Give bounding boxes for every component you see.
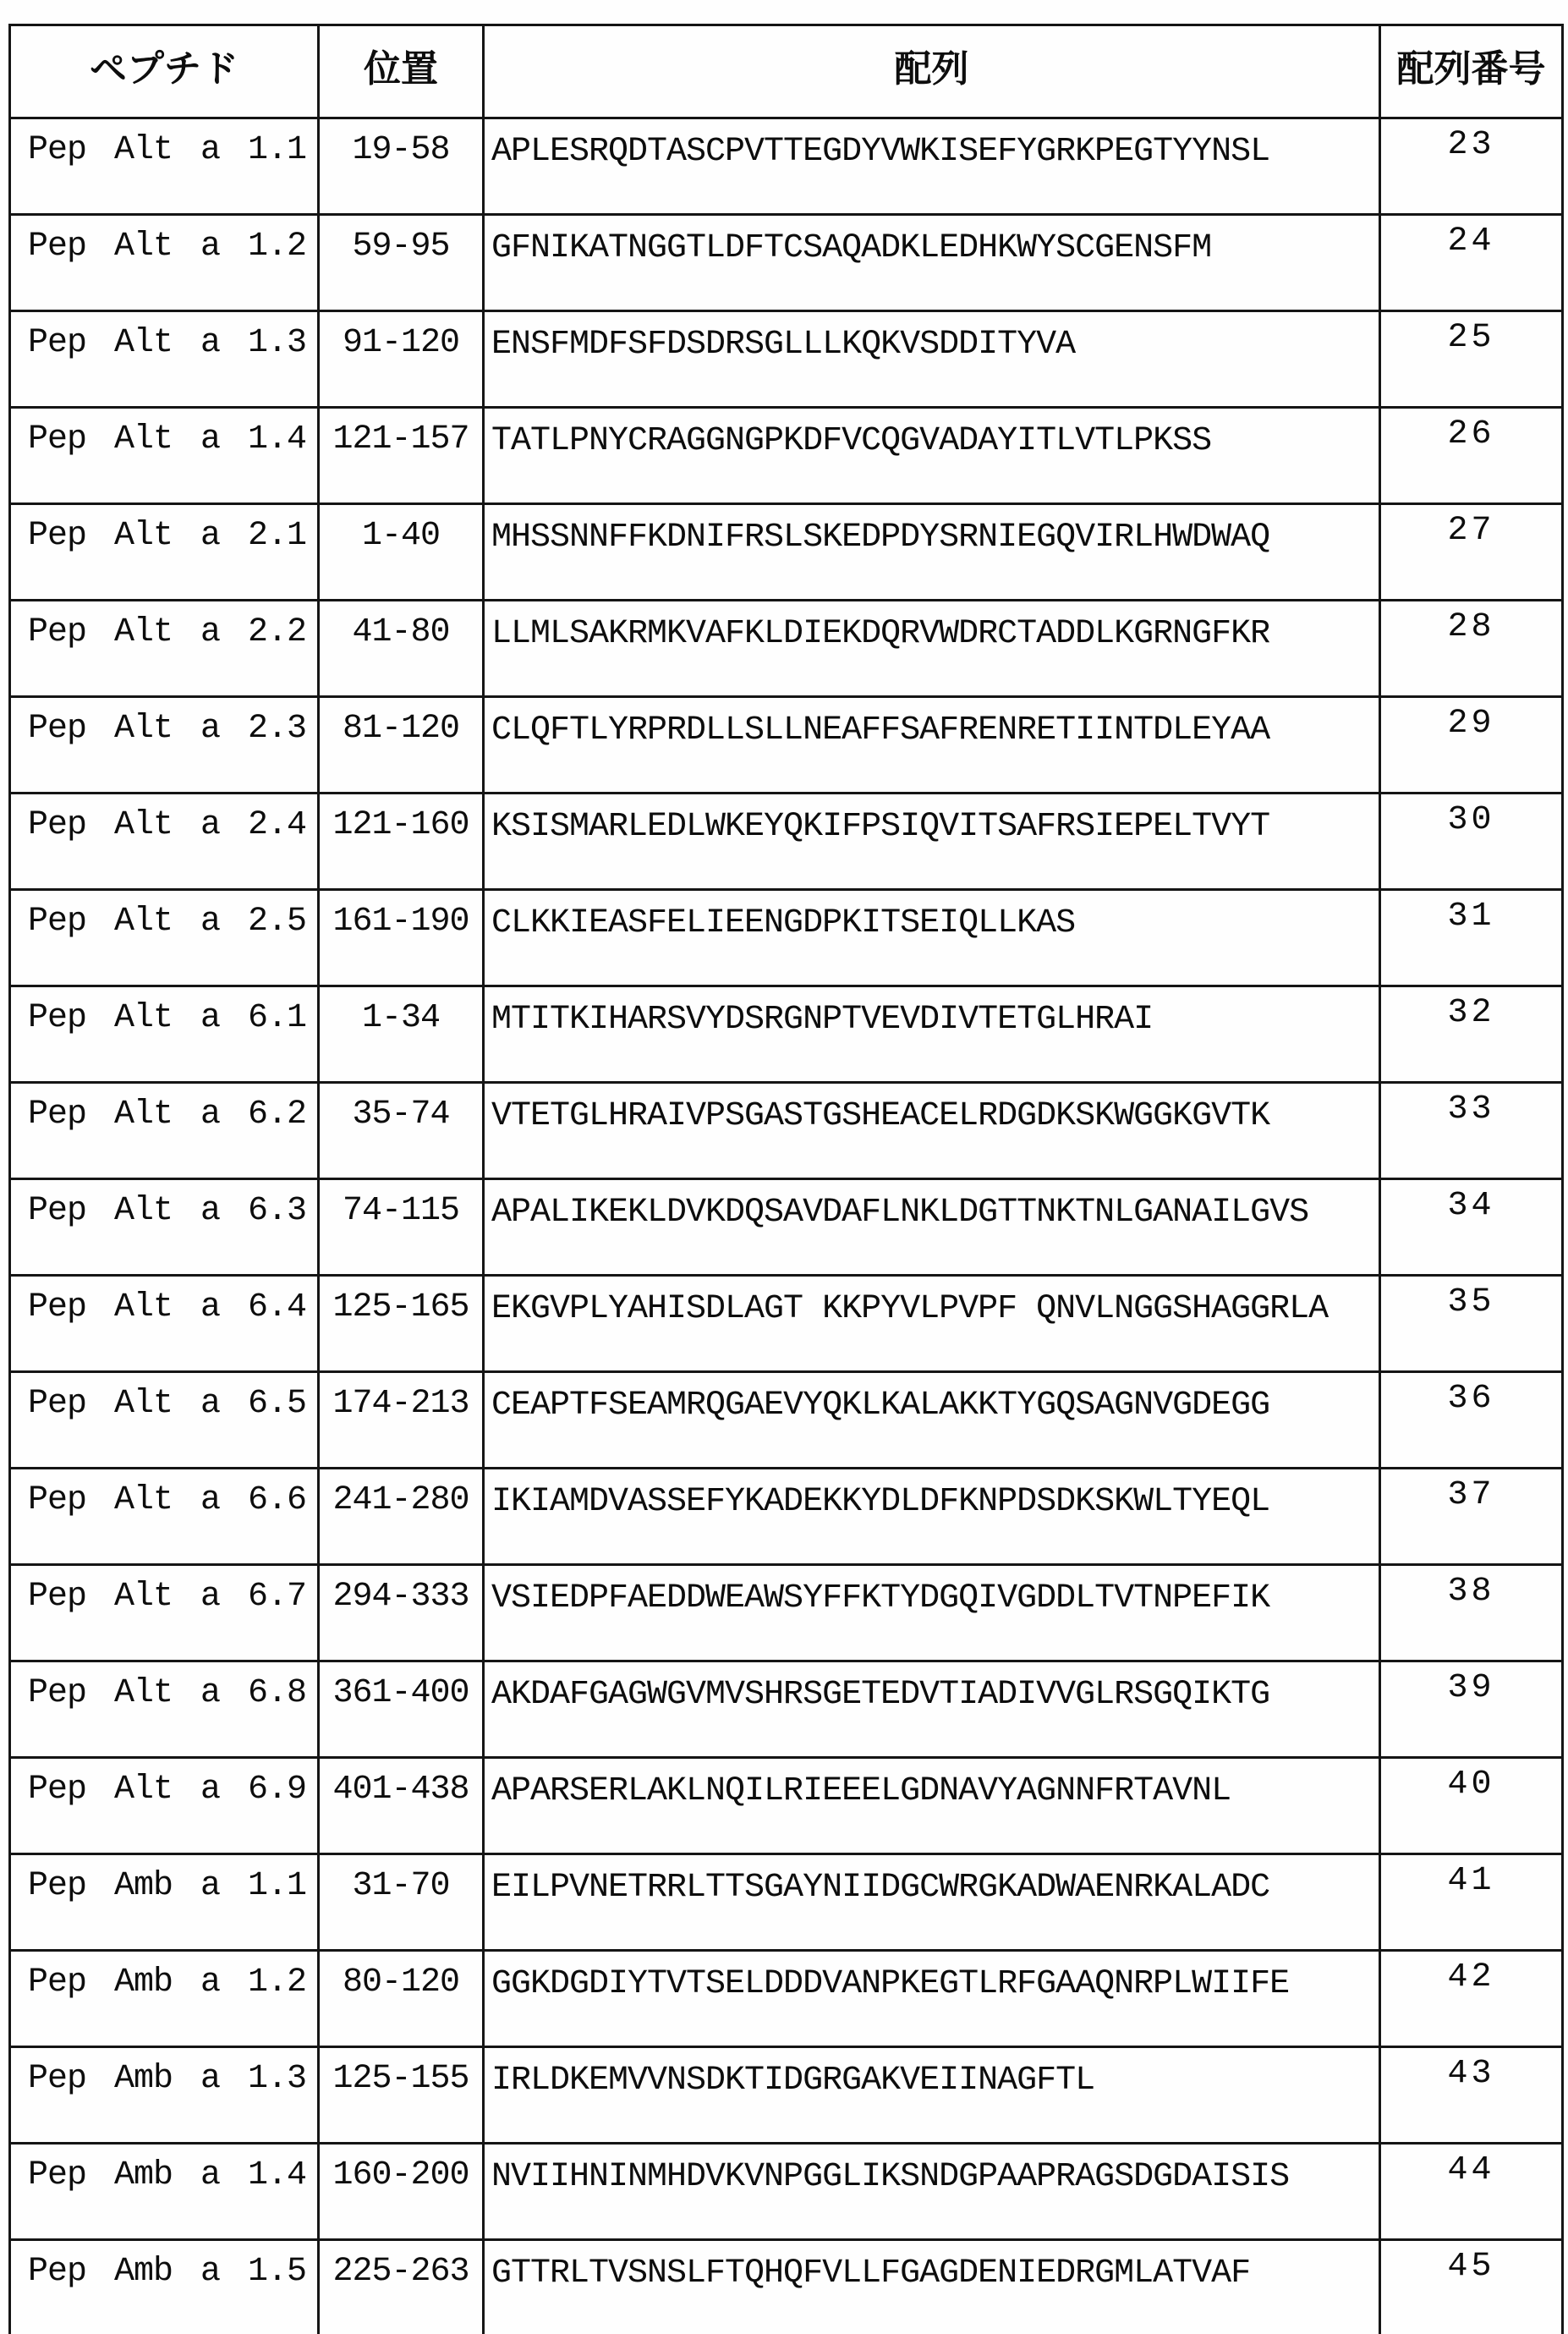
table-row <box>10 1469 1563 1565</box>
position-cell: 81-120 <box>319 697 484 794</box>
table-row <box>10 2047 1563 2144</box>
peptide-name-cell: Pep Alt a 2.2 <box>10 601 319 697</box>
position-cell: 91-120 <box>319 311 484 408</box>
position-cell: 121-157 <box>319 408 484 504</box>
seq-id-cell: 41 <box>1380 1854 1563 1951</box>
sequence-cell: EKGVPLYAHISDLAGT KKPYVLPVPF QNVLNGGSHAGGRLA <box>484 1276 1380 1372</box>
peptide-name-cell: Pep Alt a 2.4 <box>10 794 319 890</box>
peptide-name-cell: Pep Alt a 6.8 <box>10 1661 319 1758</box>
table-row <box>10 986 1563 1083</box>
sequence-cell: IKIAMDVASSEFYKADEKKYDLDFKNPDSDKSKWLTYEQL <box>484 1469 1380 1565</box>
seq-id-cell: 34 <box>1380 1179 1563 1276</box>
sequence-cell: KSISMARLEDLWKEYQKIFPSIQVITSAFRSIEPELTVYT <box>484 794 1380 890</box>
sequence-cell: CEAPTFSEAMRQGAEVYQKLKALAKKTYGQSAGNVGDEGG <box>484 1372 1380 1469</box>
table-row <box>10 408 1563 504</box>
table-row <box>10 1758 1563 1854</box>
seq-id-cell: 27 <box>1380 504 1563 601</box>
column-header-seq-id: 配列番号 <box>1380 25 1563 118</box>
position-cell: 59-95 <box>319 215 484 311</box>
table-row <box>10 697 1563 794</box>
seq-id-cell: 43 <box>1380 2047 1563 2144</box>
seq-id-cell: 28 <box>1380 601 1563 697</box>
seq-id-cell: 37 <box>1380 1469 1563 1565</box>
position-cell: 294-333 <box>319 1565 484 1661</box>
table-row <box>10 1372 1563 1469</box>
table-row <box>10 2144 1563 2240</box>
seq-id-cell: 23 <box>1380 118 1563 215</box>
seq-id-cell: 30 <box>1380 794 1563 890</box>
peptide-name-cell: Pep Alt a 6.2 <box>10 1083 319 1179</box>
peptide-name-cell: Pep Alt a 1.1 <box>10 118 319 215</box>
position-cell: 125-155 <box>319 2047 484 2144</box>
table-row <box>10 1083 1563 1179</box>
sequence-cell: NVIIHNINMHDVKVNPGGLIKSNDGPAAPRAGSDGDAISIS <box>484 2144 1380 2240</box>
position-cell: 361-400 <box>319 1661 484 1758</box>
table-row <box>10 794 1563 890</box>
sequence-cell: APARSERLAKLNQILRIEEELGDNAVYAGNNFRTAVNL <box>484 1758 1380 1854</box>
table-row <box>10 2240 1563 2334</box>
sequence-cell: TATLPNYCRAGGNGPKDFVCQGVADAYITLVTLPKSS <box>484 408 1380 504</box>
seq-id-cell: 32 <box>1380 986 1563 1083</box>
peptide-name-cell: Pep Alt a 1.2 <box>10 215 319 311</box>
peptide-name-cell: Pep Alt a 2.3 <box>10 697 319 794</box>
table-row <box>10 1179 1563 1276</box>
sequence-cell: APALIKEKLDVKDQSAVDAFLNKLDGTTNKTNLGANAILGVS <box>484 1179 1380 1276</box>
position-cell: 35-74 <box>319 1083 484 1179</box>
seq-id-cell: 44 <box>1380 2144 1563 2240</box>
table-row <box>10 118 1563 215</box>
peptide-sequence-table <box>8 24 1564 2334</box>
peptide-name-cell: Pep Alt a 1.4 <box>10 408 319 504</box>
sequence-cell: VSIEDPFAEDDWEAWSYFFKTYDGQIVGDDLTVTNPEFIK <box>484 1565 1380 1661</box>
peptide-name-cell: Pep Amb a 1.4 <box>10 2144 319 2240</box>
sequence-cell: CLKKIEASFELIEENGDPKITSEIQLLKAS <box>484 890 1380 986</box>
peptide-name-cell: Pep Amb a 1.3 <box>10 2047 319 2144</box>
table-row <box>10 890 1563 986</box>
table-row <box>10 1661 1563 1758</box>
table-header-row <box>10 25 1563 118</box>
sequence-cell: MTITKIHARSVYDSRGNPTVEVDIVTETGLHRAI <box>484 986 1380 1083</box>
table-row <box>10 1951 1563 2047</box>
table-row <box>10 1854 1563 1951</box>
sequence-cell: GGKDGDIYTVTSELDDDVANPKEGTLRFGAAQNRPLWIIFE <box>484 1951 1380 2047</box>
seq-id-cell: 40 <box>1380 1758 1563 1854</box>
seq-id-cell: 25 <box>1380 311 1563 408</box>
seq-id-cell: 39 <box>1380 1661 1563 1758</box>
peptide-name-cell: Pep Amb a 1.2 <box>10 1951 319 2047</box>
sequence-cell: APLESRQDTASCPVTTEGDYVWKISEFYGRKPEGTYYNSL <box>484 118 1380 215</box>
sequence-cell: IRLDKEMVVNSDKTIDGRGAKVEIINAGFTL <box>484 2047 1380 2144</box>
table-row <box>10 1565 1563 1661</box>
table-row <box>10 215 1563 311</box>
peptide-name-cell: Pep Alt a 6.3 <box>10 1179 319 1276</box>
sequence-cell: VTETGLHRAIVPSGASTGSHEACELRDGDKSKWGGKGVTK <box>484 1083 1380 1179</box>
position-cell: 1-34 <box>319 986 484 1083</box>
sequence-cell: ENSFMDFSFDSDRSGLLLKQKVSDDITYVA <box>484 311 1380 408</box>
seq-id-cell: 42 <box>1380 1951 1563 2047</box>
seq-id-cell: 35 <box>1380 1276 1563 1372</box>
seq-id-cell: 45 <box>1380 2240 1563 2334</box>
peptide-name-cell: Pep Amb a 1.1 <box>10 1854 319 1951</box>
peptide-name-cell: Pep Alt a 6.7 <box>10 1565 319 1661</box>
seq-id-cell: 33 <box>1380 1083 1563 1179</box>
peptide-name-cell: Pep Alt a 6.5 <box>10 1372 319 1469</box>
sequence-cell: EILPVNETRRLTTSGAYNIIDGCWRGKADWAENRKALADC <box>484 1854 1380 1951</box>
peptide-name-cell: Pep Alt a 1.3 <box>10 311 319 408</box>
peptide-name-cell: Pep Alt a 6.1 <box>10 986 319 1083</box>
position-cell: 80-120 <box>319 1951 484 2047</box>
position-cell: 1-40 <box>319 504 484 601</box>
sequence-cell: GTTRLTVSNSLFTQHQFVLLFGAGDENIEDRGMLATVAF <box>484 2240 1380 2334</box>
table-body <box>10 118 1563 2334</box>
position-cell: 19-58 <box>319 118 484 215</box>
seq-id-cell: 24 <box>1380 215 1563 311</box>
column-header-position: 位置 <box>319 25 484 118</box>
table-row <box>10 1276 1563 1372</box>
sequence-cell: CLQFTLYRPRDLLSLLNEAFFSAFRENRETIINTDLEYAA <box>484 697 1380 794</box>
position-cell: 225-263 <box>319 2240 484 2334</box>
position-cell: 121-160 <box>319 794 484 890</box>
table-row <box>10 311 1563 408</box>
position-cell: 160-200 <box>319 2144 484 2240</box>
seq-id-cell: 31 <box>1380 890 1563 986</box>
sequence-cell: MHSSNNFFKDNIFRSLSKEDPDYSRNIEGQVIRLHWDWAQ <box>484 504 1380 601</box>
column-header-sequence: 配列 <box>484 25 1380 118</box>
seq-id-cell: 26 <box>1380 408 1563 504</box>
column-header-peptide: ペプチド <box>10 25 319 118</box>
seq-id-cell: 36 <box>1380 1372 1563 1469</box>
peptide-name-cell: Pep Alt a 6.6 <box>10 1469 319 1565</box>
seq-id-cell: 29 <box>1380 697 1563 794</box>
sequence-cell: LLMLSAKRMKVAFKLDIEKDQRVWDRCTADDLKGRNGFKR <box>484 601 1380 697</box>
position-cell: 41-80 <box>319 601 484 697</box>
peptide-name-cell: Pep Alt a 2.5 <box>10 890 319 986</box>
position-cell: 74-115 <box>319 1179 484 1276</box>
position-cell: 31-70 <box>319 1854 484 1951</box>
sequence-cell: GFNIKATNGGTLDFTCSAQADKLEDHKWYSCGENSFM <box>484 215 1380 311</box>
peptide-name-cell: Pep Alt a 2.1 <box>10 504 319 601</box>
seq-id-cell: 38 <box>1380 1565 1563 1661</box>
peptide-name-cell: Pep Alt a 6.9 <box>10 1758 319 1854</box>
table-row <box>10 504 1563 601</box>
peptide-name-cell: Pep Alt a 6.4 <box>10 1276 319 1372</box>
position-cell: 241-280 <box>319 1469 484 1565</box>
position-cell: 174-213 <box>319 1372 484 1469</box>
sequence-cell: AKDAFGAGWGVMVSHRSGETEDVTIADIVVGLRSGQIKTG <box>484 1661 1380 1758</box>
position-cell: 161-190 <box>319 890 484 986</box>
position-cell: 125-165 <box>319 1276 484 1372</box>
table-row <box>10 601 1563 697</box>
peptide-name-cell: Pep Amb a 1.5 <box>10 2240 319 2334</box>
position-cell: 401-438 <box>319 1758 484 1854</box>
